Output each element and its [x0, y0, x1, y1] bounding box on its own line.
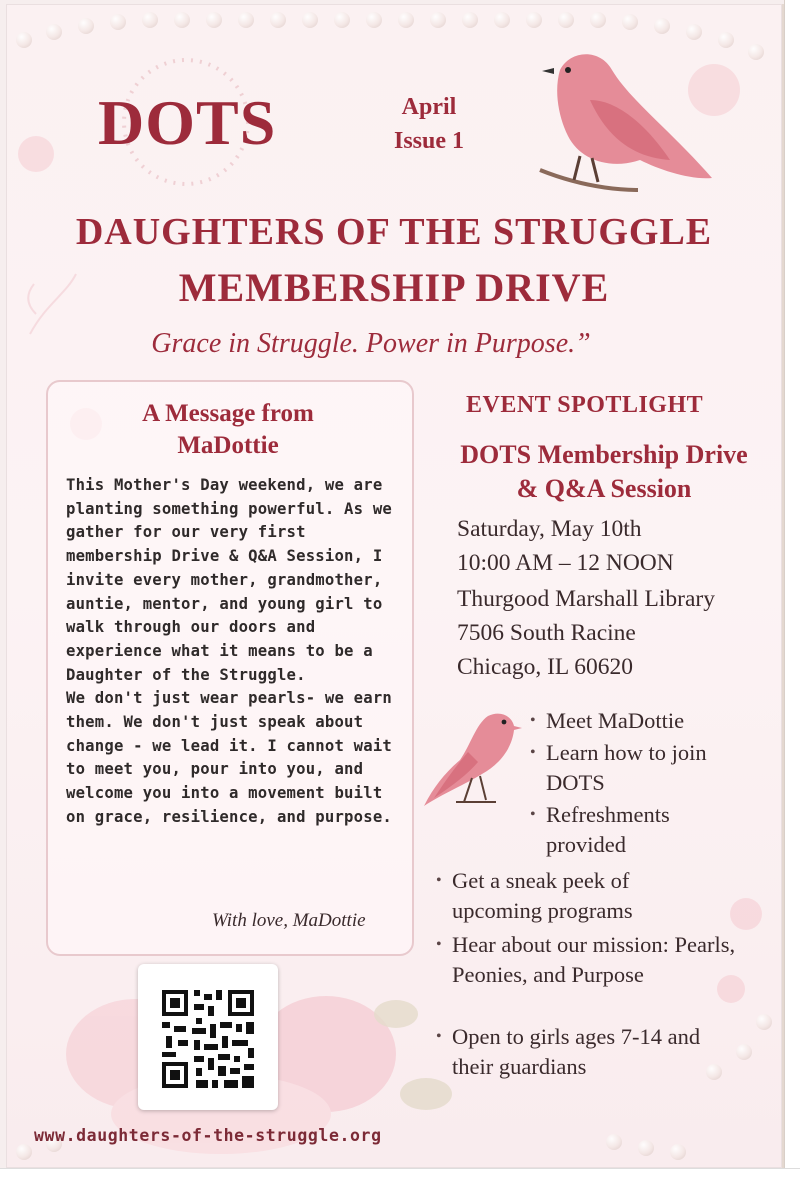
bullet-join: • Learn how to join DOTS [546, 738, 746, 798]
spotlight-heading: EVENT SPOTLIGHT [466, 392, 704, 418]
title-line2: MEMBERSHIP DRIVE [178, 265, 610, 310]
page-edge [784, 0, 800, 1184]
website-url[interactable]: www.daughters-of-the-struggle.org [34, 1126, 382, 1145]
flyer-page [6, 4, 784, 1168]
event-street: 7506 South Racine [457, 620, 636, 646]
bullet-refreshments: • Refreshments provided [546, 800, 706, 860]
issue-number: Issue 1 [393, 128, 465, 154]
message-heading: A Message from MaDottie [142, 400, 314, 459]
message-signoff: With love, MaDottie [212, 910, 366, 931]
issue-month: April [401, 94, 457, 120]
bullet-mission: • Hear about our mission: Pearls, Peonies, and Purpose [452, 930, 742, 990]
page-bottom-edge [0, 1168, 800, 1185]
tagline: Grace in Struggle. Power in Purpose.” [151, 328, 591, 359]
dots-logo: DOTS [98, 87, 277, 158]
bullet-open: • Open to girls ages 7-14 and their guardians [452, 1022, 712, 1082]
small-bird-icon [416, 702, 524, 812]
event-date: Saturday, May 10th [457, 516, 642, 542]
qr-code[interactable] [138, 964, 278, 1110]
issue-label [384, 90, 474, 158]
event-city: Chicago, IL 60620 [457, 654, 633, 680]
title-line1: DAUGHTERS OF THE STRUGGLE [75, 211, 713, 253]
bullet-sneak-peek: • Get a sneak peek of upcoming programs [452, 866, 692, 926]
event-venue: Thurgood Marshall Library [457, 586, 716, 612]
event-time: 10:00 AM – 12 NOON [457, 550, 674, 576]
bird-icon [520, 40, 720, 200]
bullet-meet: • Meet MaDottie [546, 706, 746, 736]
qr-code-icon [138, 964, 278, 1110]
event-title: DOTS Membership Drive & Q&A Session [460, 440, 748, 503]
message-body: This Mother's Day weekend, we are planting something powerful. As we gather for our very first membership Drive & Q&A Session, I invite every mother, grandmother, auntie, mentor, and young girl to walk through our doors and experience what it means to be a Daughter of the Struggle. We don't just wear pearls- we earn them. We don't just speak about change - we lead it. I cannot wait to meet you, pour into you, and welcome you into a movement built on grace, resilience, and purpose. [66, 476, 392, 826]
